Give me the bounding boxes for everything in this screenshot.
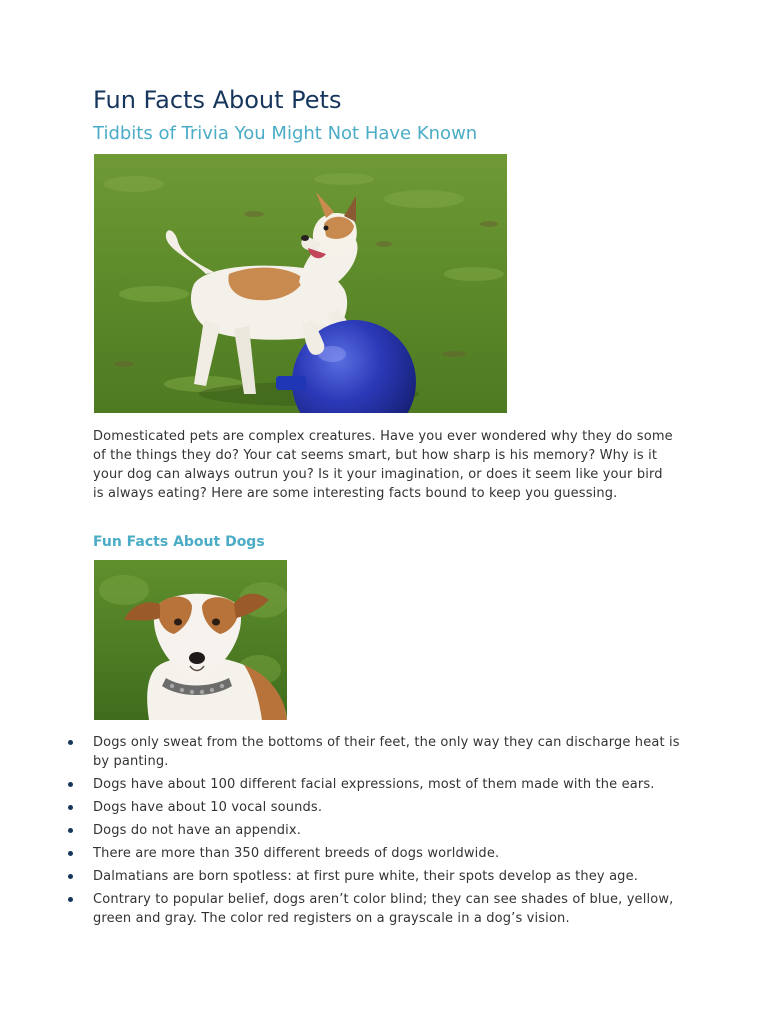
bullet-icon [68,805,73,810]
list-item [0,890,690,928]
page-title: Fun Facts About Pets [93,86,342,114]
dog-portrait-image [94,560,287,720]
fact-text: Dogs only sweat from the bottoms of their feet, the only way they can discharge heat is by panting. [93,735,680,769]
bullet-icon [68,740,73,745]
fact-text: Contrary to popular belief, dogs aren’t color blind; they can see shades of blue, yellow, green and gray. The color red registers on a grayscale in a dog’s vision. [93,892,674,926]
list-item [0,867,690,886]
bullet-icon [68,851,73,856]
fact-text: Dogs have about 10 vocal sounds. [93,800,323,815]
bullet-icon [68,874,73,879]
hero-dog-with-ball-image [94,154,507,413]
list-item [0,798,690,817]
fact-text: Dogs do not have an appendix. [93,823,301,838]
fact-text: Dogs have about 100 different facial expressions, most of them made with the ears. [93,777,655,792]
list-item [0,733,690,771]
list-item [0,844,690,863]
page-subtitle: Tidbits of Trivia You Might Not Have Known [93,123,478,144]
bullet-icon [68,897,73,902]
intro-paragraph: Domesticated pets are complex creatures. Have you ever wondered why they do some of the things they do? Your cat seems smart, but how sharp is his memory? Why is it your dog can always outrun you? Is it your imagination, or does it seem like your bird is always eating? Here are some interesting facts bound to keep you guessing. [93,429,673,501]
list-item [0,775,690,794]
bullet-icon [68,828,73,833]
section-heading-dogs: Fun Facts About Dogs [93,534,265,550]
dog-facts-list [0,733,690,932]
bullet-icon [68,782,73,787]
list-item [0,821,690,840]
fact-text: There are more than 350 different breeds of dogs worldwide. [93,846,500,861]
fact-text: Dalmatians are born spotless: at first pure white, their spots develop as they age. [93,869,639,884]
